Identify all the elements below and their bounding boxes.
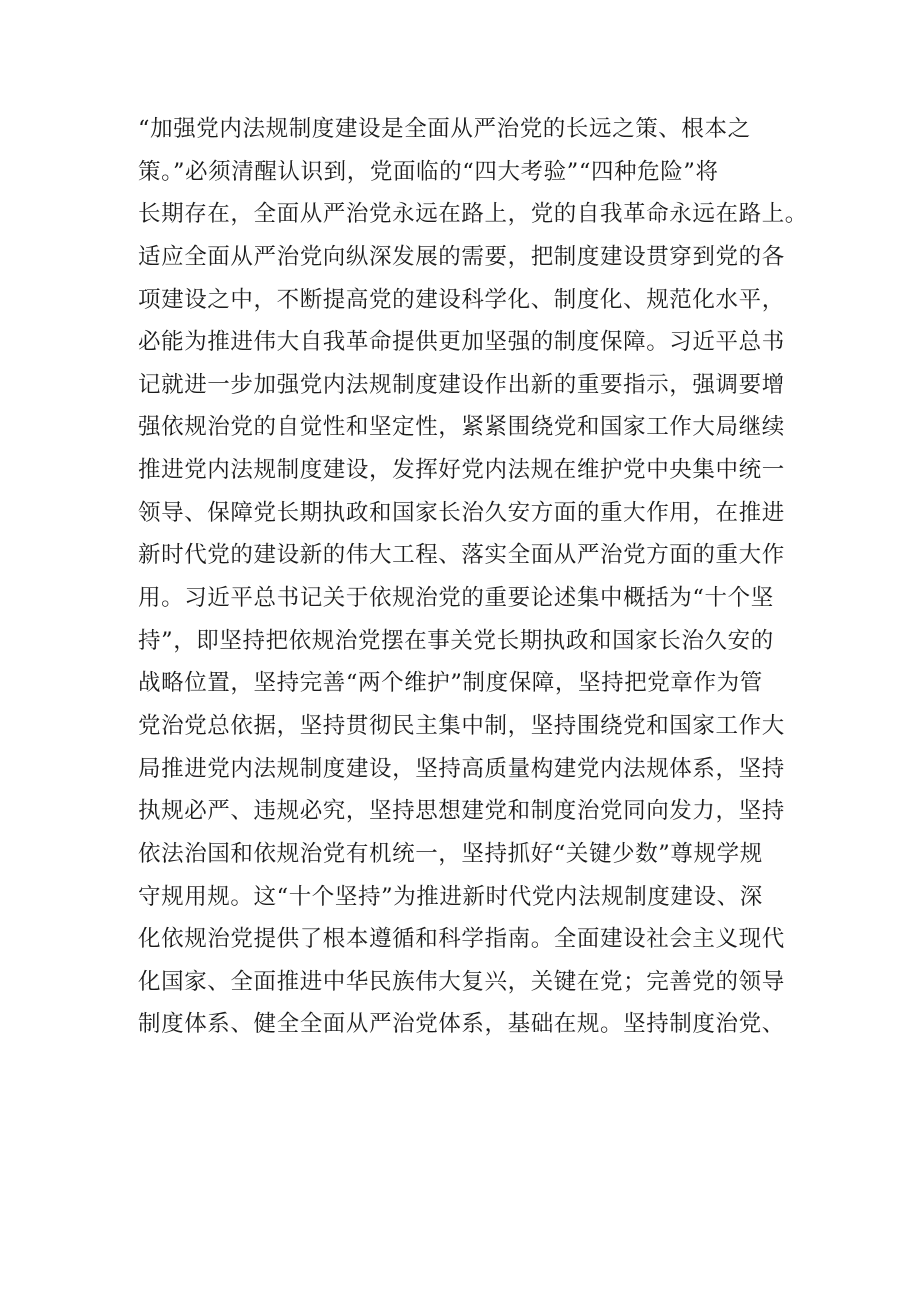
text-line-7: 记就进一步加强党内法规制度建设作出新的重要指示，强调要增 <box>138 371 785 398</box>
text-line-13: 持”，即坚持把依规治党摆在事关党长期执政和国家长治久安的 <box>138 627 774 654</box>
text-line-11: 新时代党的建设新的伟大工程、落实全面从严治党方面的重大作 <box>138 542 785 569</box>
text-line-9: 推进党内法规制度建设，发挥好党内法规在维护党中央集中统一 <box>138 457 785 484</box>
text-line-8: 强依规治党的自觉性和坚定性，紧紧围绕党和国家工作大局继续 <box>138 414 785 441</box>
text-line-22: 制度体系、健全全面从严治党体系，基础在规。坚持制度治党、 <box>138 1011 785 1038</box>
text-line-18: 依法治国和依规治党有机统一，坚持抓好“关键少数”尊规学规 <box>138 840 763 867</box>
text-line-15: 党治党总依据，坚持贯彻民主集中制，坚持围绕党和国家工作大 <box>138 712 785 739</box>
text-line-6: 必能为推进伟大自我革命提供更加坚强的制度保障。习近平总书 <box>138 329 785 356</box>
text-line-12: 用。习近平总书记关于依规治党的重要论述集中概括为“十个坚 <box>138 585 774 612</box>
text-line-17: 执规必严、违规必究，坚持思想建党和制度治党同向发力，坚持 <box>138 798 785 825</box>
text-line-5: 项建设之中，不断提高党的建设科学化、制度化、规范化水平， <box>138 286 785 313</box>
text-line-16: 局推进党内法规制度建设，坚持高质量构建党内法规体系，坚持 <box>138 755 785 782</box>
text-line-4: 适应全面从严治党向纵深发展的需要，把制度建设贯穿到党的各 <box>138 243 785 270</box>
body-paragraph <box>138 108 808 1046</box>
text-line-1: “加强党内法规制度建设是全面从严治党的长远之策、根本之 <box>138 116 751 142</box>
text-line-3: 长期存在，全面从严治党永远在路上，党的自我革命永远在路上。 <box>138 201 808 228</box>
text-line-19: 守规用规。这“十个坚持”为推进新时代党内法规制度建设、深 <box>138 883 763 910</box>
text-line-10: 领导、保障党长期执政和国家长治久安方面的重大作用，在推进 <box>138 499 785 526</box>
text-line-14: 战略位置，坚持完善“两个维护”制度保障，坚持把党章作为管 <box>138 670 763 697</box>
text-line-20: 化依规治党提供了根本遵循和科学指南。全面建设社会主义现代 <box>138 926 785 953</box>
text-line-2: 策。”必须清醒认识到，党面临的“四大考验”“四种危险”将 <box>138 158 719 185</box>
text-line-21: 化国家、全面推进中华民族伟大复兴，关键在党；完善党的领导 <box>138 968 785 995</box>
